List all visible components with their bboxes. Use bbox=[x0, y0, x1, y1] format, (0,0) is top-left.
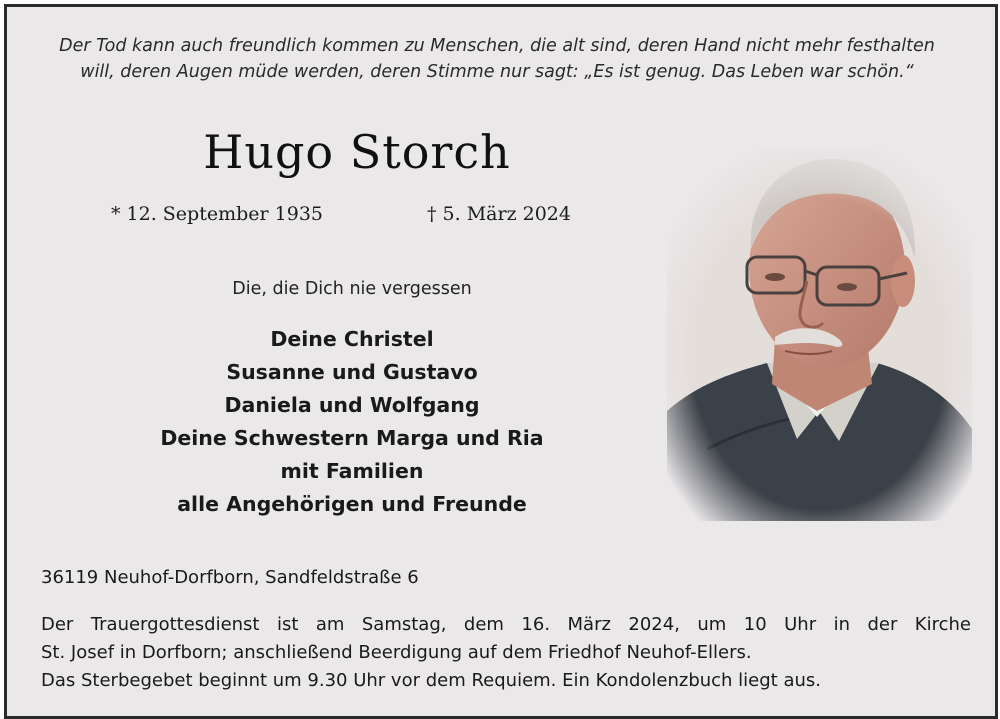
mourner-line: Deine Christel bbox=[270, 327, 434, 351]
mourner-line: Susanne und Gustavo bbox=[226, 360, 478, 384]
service-line-2: St. Josef in Dorfborn; anschließend Beerdigung auf dem Friedhof Neuhof-Ellers. bbox=[41, 642, 752, 663]
service-line-1: Der Trauergottesdienst ist am Samstag, dem 16. März 2024, um 10 Uhr in der Kirche bbox=[41, 614, 971, 635]
death-date: † 5. März 2024 bbox=[427, 203, 571, 225]
portrait-illustration bbox=[667, 149, 972, 521]
mourners-list bbox=[97, 323, 607, 521]
mourner-line: Daniela und Wolfgang bbox=[224, 393, 480, 417]
portrait-photo bbox=[667, 149, 972, 521]
address: 36119 Neuhof-Dorfborn, Sandfeldstraße 6 bbox=[41, 567, 419, 588]
quote-line-2: will, deren Augen müde werden, deren Stimme nur sagt: „Es ist genug. Das Leben war schön.“ bbox=[80, 62, 914, 82]
mourner-line: Deine Schwestern Marga und Ria bbox=[160, 426, 544, 450]
obituary-card bbox=[4, 4, 998, 719]
quote-line-1: Der Tod kann auch freundlich kommen zu Menschen, die alt sind, deren Hand nicht mehr festhalten bbox=[59, 36, 935, 56]
mourners-intro: Die, die Dich nie vergessen bbox=[232, 279, 472, 299]
service-line-3: Das Sterbegebet beginnt um 9.30 Uhr vor dem Requiem. Ein Kondolenzbuch liegt aus. bbox=[41, 670, 822, 691]
mourner-line: alle Angehörigen und Freunde bbox=[177, 492, 527, 516]
deceased-name: Hugo Storch bbox=[203, 125, 511, 179]
memorial-quote bbox=[17, 33, 977, 85]
birth-date: * 12. September 1935 bbox=[111, 203, 323, 225]
mourner-line: mit Familien bbox=[280, 459, 424, 483]
service-information bbox=[41, 611, 971, 695]
